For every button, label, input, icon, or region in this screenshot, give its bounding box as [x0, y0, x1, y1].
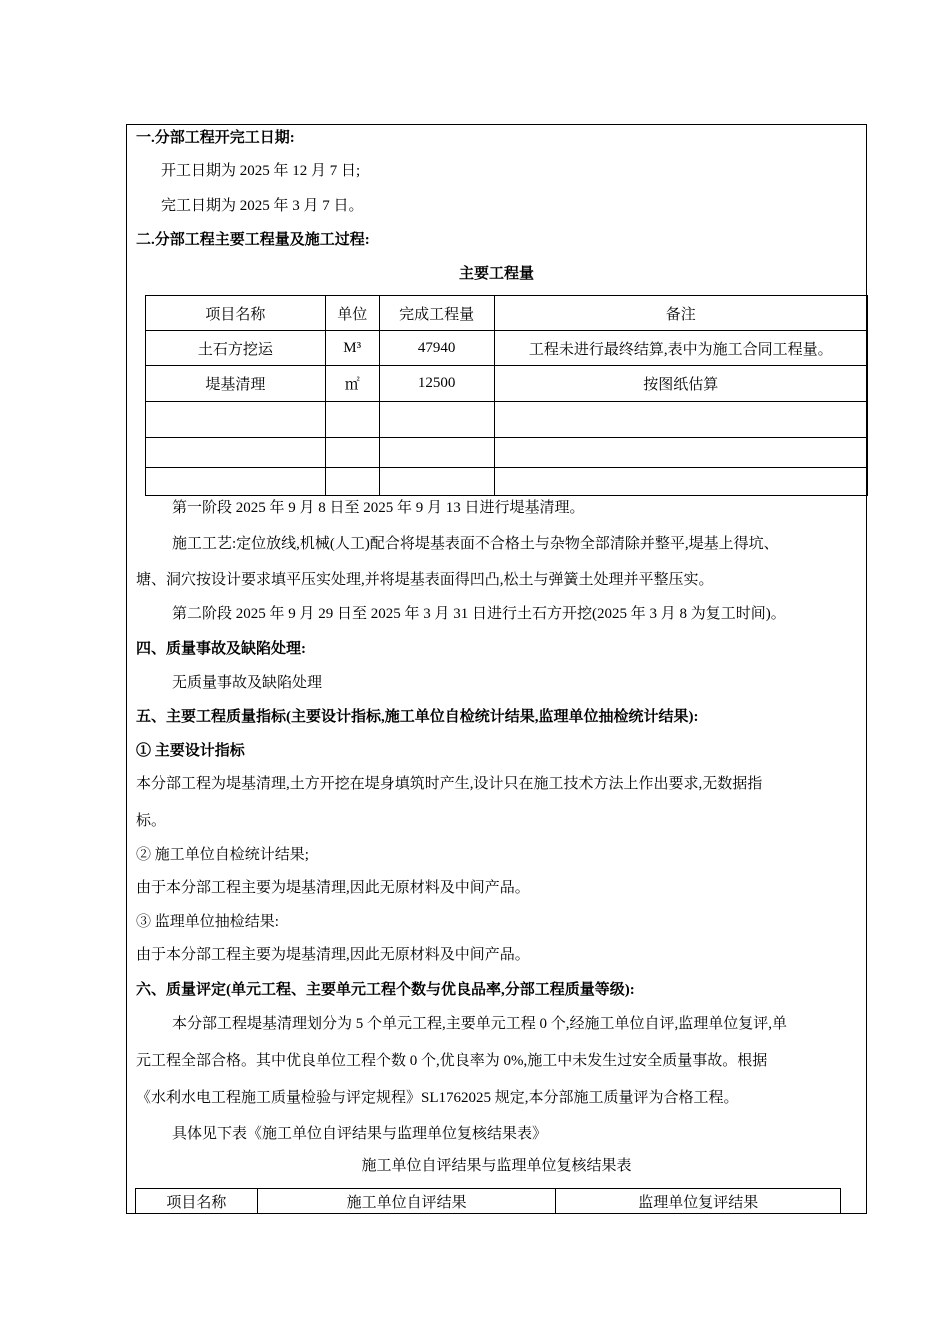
design-index-line-1: 本分部工程为堤基清理,土方开挖在堤身填筑时产生,设计只在施工技术方法上作出要求,无数据指: [136, 776, 763, 792]
evaluation-line-4: 具体见下表《施工单位自评结果与监理单位复核结果表》: [172, 1126, 548, 1142]
section-6-heading: 六、质量评定(单元工程、主要单元工程个数与优良品率,分部工程质量等级):: [136, 982, 635, 998]
header-cell: 项目名称: [146, 296, 326, 331]
table-cell: [146, 438, 326, 468]
stage-2-text: 第二阶段 2025 年 9 月 29 日至 2025 年 3 月 31 日进行土石方开挖(2025 年 3 月 8 为复工时间)。: [172, 606, 786, 622]
header-cell: 备注: [494, 296, 867, 331]
evaluation-line-1: 本分部工程堤基清理划分为 5 个单元工程,主要单元工程 0 个,经施工单位自评,监理单位复评,单: [172, 1016, 788, 1032]
section-4-heading: 四、质量事故及缺陷处理:: [136, 641, 306, 657]
table-cell: [146, 468, 326, 496]
table-cell: [494, 402, 867, 438]
table-cell: 12500: [379, 366, 494, 402]
table-header-row: [136, 1189, 841, 1214]
header-cell: 施工单位自评结果: [257, 1189, 556, 1214]
header-cell: 监理单位复评结果: [556, 1189, 841, 1214]
self-check-text: 由于本分部工程主要为堤基清理,因此无原材料及中间产品。: [136, 880, 530, 896]
start-date: 开工日期为 2025 年 12 月 7 日;: [161, 163, 361, 179]
table-cell: 工程未进行最终结算,表中为施工合同工程量。: [494, 331, 867, 366]
result-table-title: 施工单位自评结果与监理单位复核结果表: [361, 1158, 632, 1174]
section-4-text: 无质量事故及缺陷处理: [172, 675, 323, 691]
section-1-heading: 一.分部工程开完工日期:: [136, 130, 295, 146]
table-cell: M³: [325, 331, 379, 366]
table-cell: [325, 468, 379, 496]
design-index-line-2: 标。: [136, 813, 167, 829]
evaluation-line-2: 元工程全部合格。其中优良单位工程个数 0 个,优良率为 0%,施工中未发生过安全质量事故。根据: [136, 1053, 768, 1069]
stage-1-text: 第一阶段 2025 年 9 月 8 日至 2025 年 9 月 13 日进行堤基清理。: [172, 500, 585, 516]
supervision-check-heading: ③ 监理单位抽检结果:: [136, 914, 279, 930]
table-cell: 土石方挖运: [146, 331, 326, 366]
table-cell: [379, 402, 494, 438]
quantity-table: [145, 295, 868, 496]
section-5-heading: 五、主要工程质量指标(主要设计指标,施工单位自检统计结果,监理单位抽检统计结果):: [136, 709, 699, 725]
table-cell: 按图纸估算: [494, 366, 867, 402]
craft-text-line-2: 塘、洞穴按设计要求填平压实处理,并将堤基表面得凹凸,松土与弹簧土处理并平整压实。: [136, 572, 714, 588]
supervision-check-text: 由于本分部工程主要为堤基清理,因此无原材料及中间产品。: [136, 947, 530, 963]
craft-text-line-1: 施工工艺:定位放线,机械(人工)配合将堤基表面不合格土与杂物全部清除并整平,堤基上得坑、: [172, 536, 779, 552]
table-cell: [146, 402, 326, 438]
result-table: [135, 1188, 841, 1214]
table-cell: 47940: [379, 331, 494, 366]
table-cell: [494, 438, 867, 468]
table-row: [146, 402, 868, 438]
table-header-row: [146, 296, 868, 331]
end-date: 完工日期为 2025 年 3 月 7 日。: [161, 198, 364, 214]
design-index-heading: ① 主要设计指标: [136, 743, 245, 759]
table-cell: [325, 402, 379, 438]
section-2-heading: 二.分部工程主要工程量及施工过程:: [136, 232, 370, 248]
table-cell: ㎡: [325, 366, 379, 402]
table-cell: [379, 468, 494, 496]
header-cell: 完成工程量: [379, 296, 494, 331]
table-cell: [325, 438, 379, 468]
quantity-table-title: 主要工程量: [458, 266, 534, 282]
table-cell: [379, 438, 494, 468]
evaluation-line-3: 《水利水电工程施工质量检验与评定规程》SL1762025 规定,本分部施工质量评为合格工程。: [136, 1090, 739, 1106]
table-row: [146, 468, 868, 496]
table-row: [146, 366, 868, 402]
self-check-heading: ② 施工单位自检统计结果;: [136, 847, 309, 863]
table-cell: 堤基清理: [146, 366, 326, 402]
header-cell: 项目名称: [136, 1189, 258, 1214]
header-cell: 单位: [325, 296, 379, 331]
table-row: [146, 331, 868, 366]
table-cell: [494, 468, 867, 496]
table-row: [146, 438, 868, 468]
